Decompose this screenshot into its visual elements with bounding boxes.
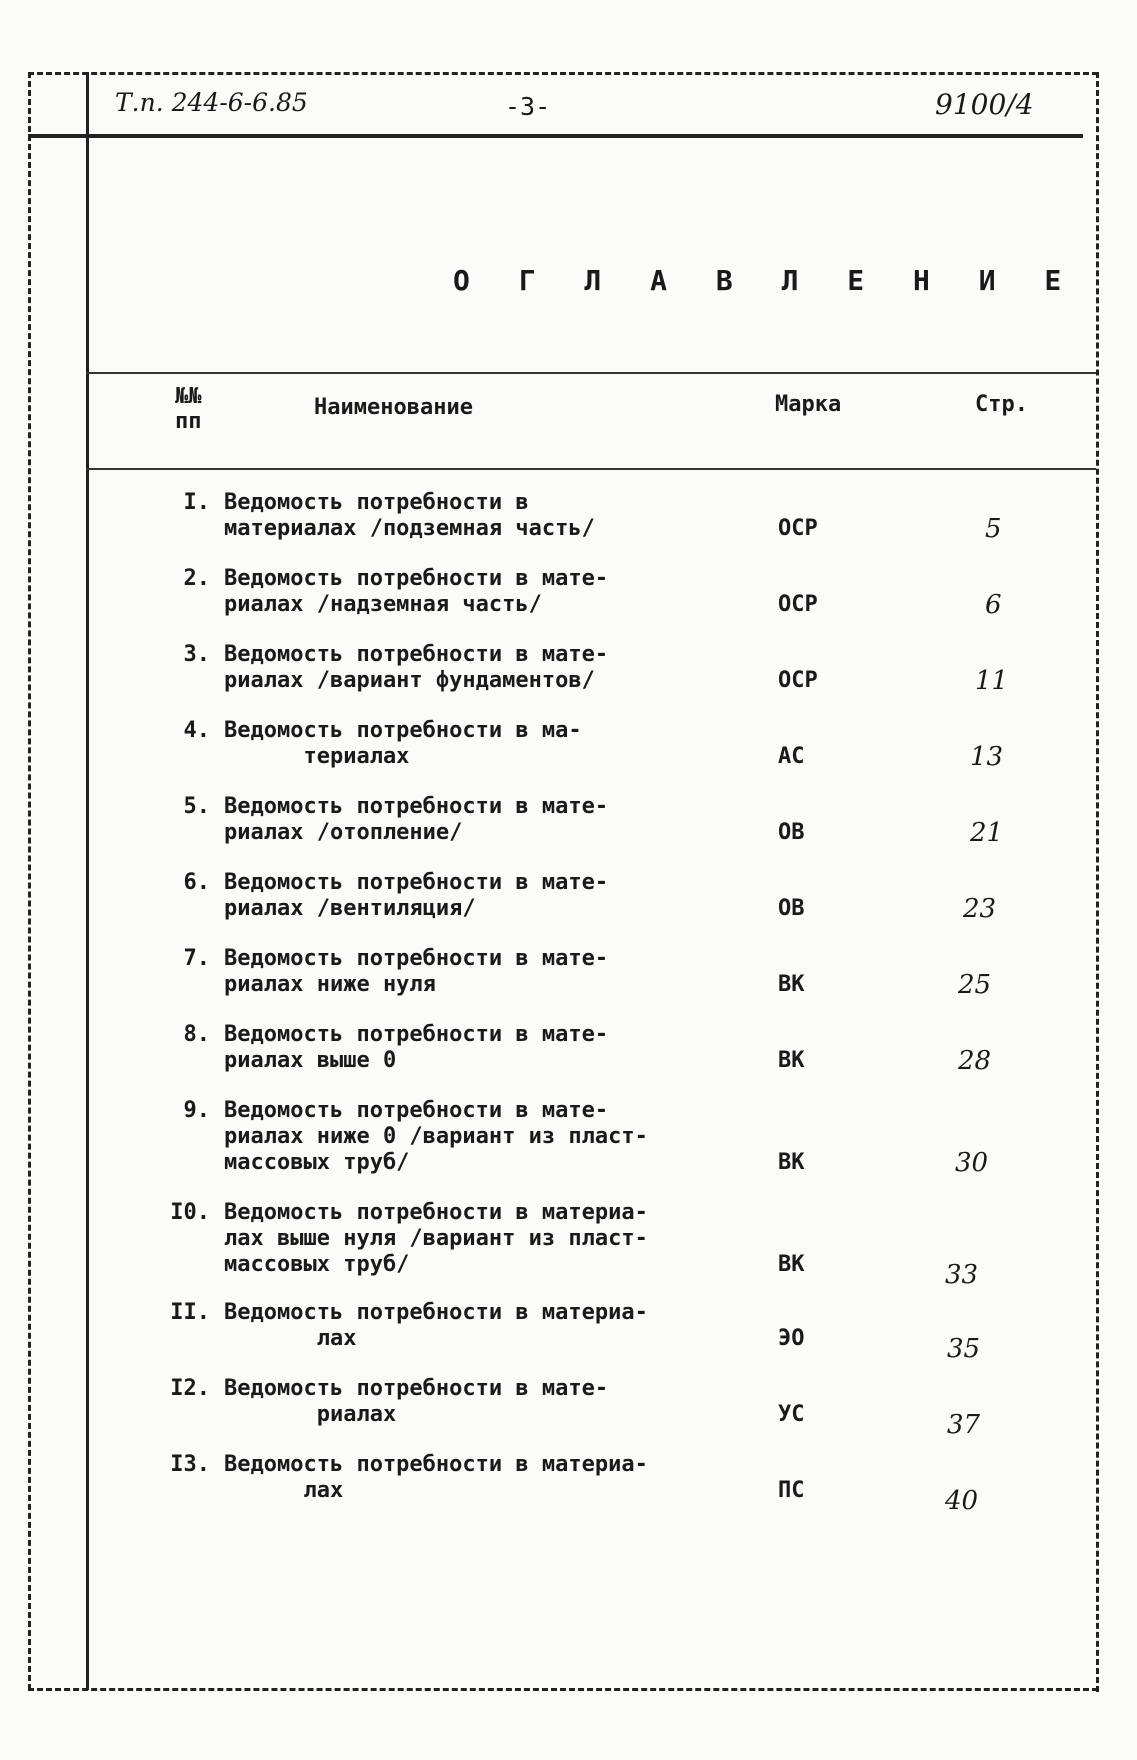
row-title (224, 490, 595, 542)
row-number: 8. (183, 1022, 210, 1047)
row-title-line: риалах выше 0 (224, 1048, 397, 1073)
row-title (224, 1300, 648, 1352)
frame-bottom-line (28, 1688, 1098, 1691)
row-page: 6 (985, 590, 1002, 620)
column-header-number-line2: пп (175, 409, 202, 434)
frame-right-line (1096, 72, 1099, 1692)
row-page: 33 (945, 1260, 979, 1290)
row-title (224, 1376, 608, 1428)
row-title (224, 1098, 648, 1176)
column-header-page: Стр. (975, 392, 1028, 417)
table-header-rule (86, 468, 1096, 470)
row-title (224, 794, 608, 846)
frame-top-line (28, 72, 1098, 75)
row-mark: ОВ (778, 896, 805, 921)
row-title-line: материалах /подземная часть/ (224, 516, 595, 541)
sheet-code: 9100/4 (935, 88, 1034, 121)
row-mark: ОВ (778, 820, 805, 845)
row-mark: ВК (778, 1252, 805, 1277)
row-mark: УС (778, 1402, 805, 1427)
row-mark: ОСР (778, 668, 818, 693)
row-title-line: лах выше нуля /вариант из пласт- (224, 1226, 648, 1251)
row-title-line: риалах ниже нуля (224, 972, 436, 997)
row-page: 28 (958, 1046, 992, 1076)
page-title: О Г Л А В Л Е Н И Е (453, 264, 1078, 297)
row-title (224, 1022, 608, 1074)
row-title-line: Ведомость потребности в ма- (224, 718, 582, 743)
row-number: I2. (170, 1376, 210, 1401)
frame-left-dashed-line (28, 72, 31, 1690)
row-title (224, 718, 582, 770)
row-title-line: Ведомость потребности в мате- (224, 1022, 609, 1047)
row-mark: ОСР (778, 592, 818, 617)
row-page: 25 (958, 970, 992, 1000)
row-mark: ПС (778, 1478, 805, 1503)
row-number: I3. (170, 1452, 210, 1477)
row-title-line: Ведомость потребности в (224, 490, 529, 515)
frame-left-solid-line (86, 72, 89, 1690)
row-page: 11 (975, 666, 1009, 696)
row-title-line: Ведомость потребности в материа- (224, 1300, 648, 1325)
row-title-line: риалах /вентиляция/ (224, 896, 476, 921)
row-title (224, 870, 608, 922)
row-title-line: риалах /надземная часть/ (224, 592, 542, 617)
row-mark: ВК (778, 1150, 805, 1175)
row-number: 9. (183, 1098, 210, 1123)
row-page: 35 (947, 1334, 981, 1364)
row-title-line: лах (224, 1478, 344, 1503)
row-number: II. (170, 1300, 210, 1325)
row-page: 21 (970, 818, 1004, 848)
row-title-line: Ведомость потребности в мате- (224, 794, 609, 819)
row-page: 37 (947, 1410, 981, 1440)
row-mark: ВК (778, 972, 805, 997)
row-title-line: Ведомость потребности в мате- (224, 1376, 609, 1401)
column-header-name: Наименование (314, 395, 473, 420)
row-mark: ЭО (778, 1326, 805, 1351)
table-top-rule (86, 372, 1096, 374)
row-title (224, 1452, 648, 1504)
row-title-line: массовых труб/ (224, 1150, 410, 1175)
row-title-line: Ведомость потребности в мате- (224, 870, 609, 895)
row-title (224, 566, 608, 618)
row-number: 6. (183, 870, 210, 895)
row-title-line: териалах (224, 744, 410, 769)
row-mark: ОСР (778, 516, 818, 541)
row-title (224, 946, 608, 998)
row-title-line: Ведомость потребности в мате- (224, 1098, 609, 1123)
row-title-line: Ведомость потребности в материа- (224, 1452, 648, 1477)
row-number: 2. (183, 566, 210, 591)
column-header-number (175, 384, 202, 434)
row-title-line: риалах (224, 1402, 397, 1427)
row-title-line: риалах /вариант фундаментов/ (224, 668, 595, 693)
row-number: I. (183, 490, 210, 515)
doc-code: Т.п. 244-6-6.85 (115, 88, 308, 117)
row-title (224, 642, 608, 694)
column-header-mark: Марка (775, 392, 842, 417)
row-number: 4. (183, 718, 210, 743)
row-number: 5. (183, 794, 210, 819)
row-page: 13 (970, 742, 1004, 772)
row-title (224, 1200, 648, 1278)
row-page: 23 (963, 894, 997, 924)
frame-header-line (28, 134, 1083, 138)
row-number: 7. (183, 946, 210, 971)
row-title-line: риалах ниже 0 /вариант из пласт- (224, 1124, 648, 1149)
row-number: I0. (170, 1200, 210, 1225)
page-number: -3- (505, 92, 551, 121)
row-mark: ВК (778, 1048, 805, 1073)
row-title-line: лах (224, 1326, 357, 1351)
row-title-line: Ведомость потребности в материа- (224, 1200, 648, 1225)
row-page: 40 (945, 1486, 979, 1516)
row-page: 5 (985, 514, 1002, 544)
row-number: 3. (183, 642, 210, 667)
row-title-line: массовых труб/ (224, 1252, 410, 1277)
row-title-line: Ведомость потребности в мате- (224, 946, 609, 971)
row-title-line: риалах /отопление/ (224, 820, 463, 845)
row-page: 30 (955, 1148, 989, 1178)
row-mark: АС (778, 744, 805, 769)
column-header-number-line1: №№ (175, 384, 202, 409)
row-title-line: Ведомость потребности в мате- (224, 642, 609, 667)
row-title-line: Ведомость потребности в мате- (224, 566, 609, 591)
